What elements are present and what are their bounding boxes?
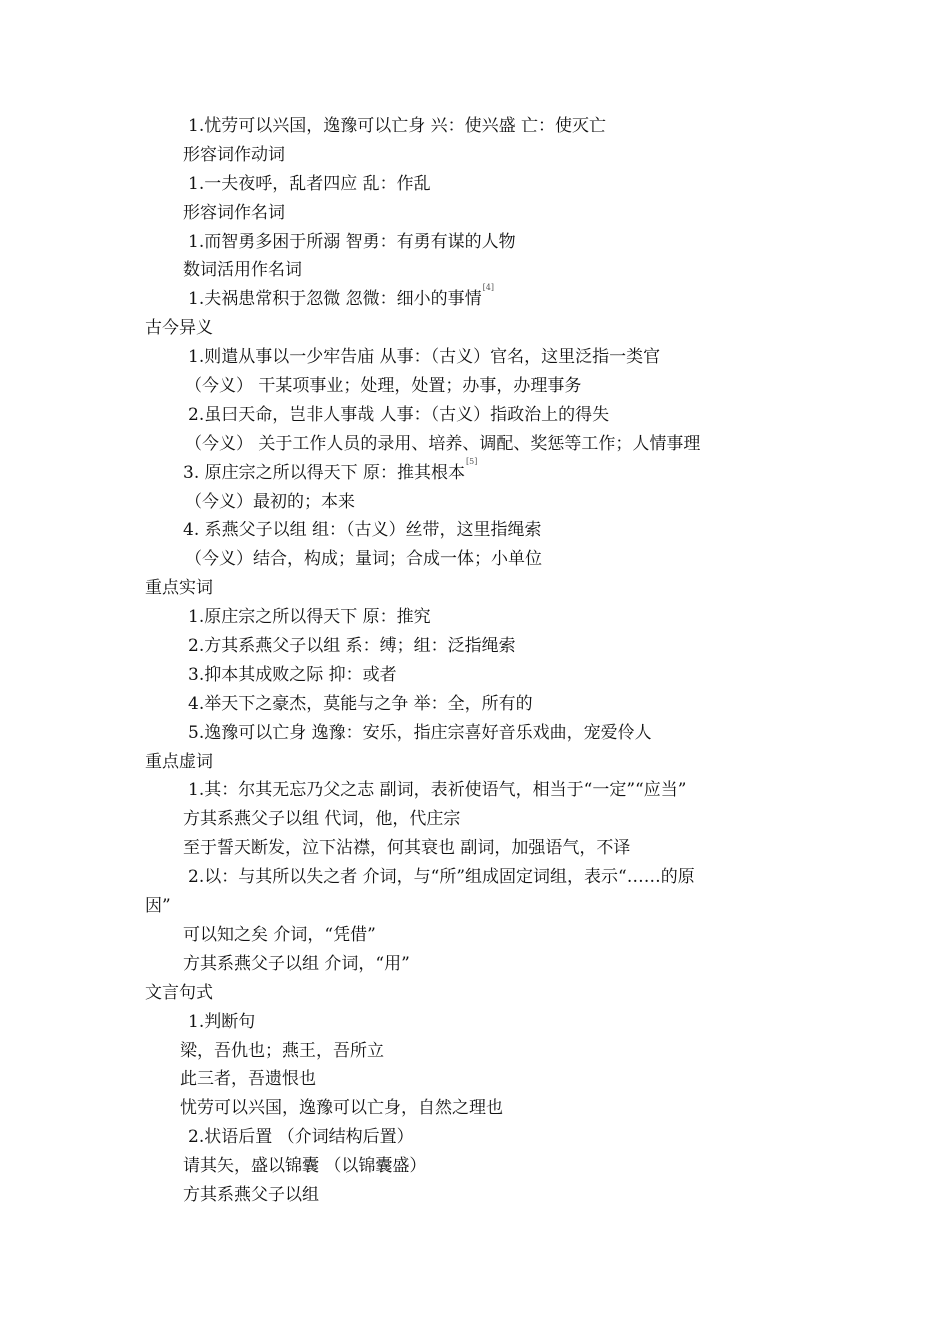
line-text: 2.方其系燕父子以组 系：缚；组：泛指绳索	[188, 636, 516, 657]
line-text: 重点实词	[145, 578, 213, 599]
line-text: 3. 原庄宗之所以得天下 原：推其根本	[183, 462, 466, 483]
line-text: 1.而智勇多困于所溺 智勇：有勇有谋的人物	[188, 231, 516, 252]
footnote-ref-4[interactable]: [4]	[482, 283, 494, 293]
text-line-25	[0, 805, 950, 834]
line-text: 重点虚词	[145, 751, 213, 772]
line-text: 4.举天下之豪杰，莫能与之争 举：全，所有的	[188, 693, 533, 714]
text-line-27	[0, 863, 950, 892]
line-text: 1.其：尔其无忘乃父之志 副词，表祈使语气，相当于“一定”“应当”	[188, 780, 687, 801]
text-line-7	[0, 285, 950, 314]
text-line-24	[0, 776, 950, 805]
text-line-5	[0, 228, 950, 257]
line-text: 2.虽曰天命，岂非人事哉 人事：（古义）指政治上的得失	[188, 404, 610, 425]
line-text: （今义） 干某项事业；处理，处置；办事，办理事务	[185, 376, 582, 397]
subheading-adj-as-verb	[0, 141, 950, 170]
line-text: 1.一夫夜呼，乱者四应 乱：作乱	[188, 173, 431, 194]
line-text: 忧劳可以兴国，逸豫可以亡身，自然之理也	[180, 1098, 503, 1119]
line-text: 形容词作名词	[183, 202, 285, 223]
text-line-18	[0, 603, 950, 632]
text-line-16	[0, 545, 950, 574]
line-text: 至于誓天断发，泣下沾襟，何其衰也 副词，加强语气，不译	[183, 838, 631, 859]
line-text: 梁，吾仇也；燕王，吾所立	[180, 1040, 384, 1061]
subheading-adj-as-noun	[0, 199, 950, 228]
section-heading-sentence-patterns	[0, 979, 950, 1008]
text-line-29	[0, 921, 950, 950]
text-line-26	[0, 834, 950, 863]
line-text: 1.夫祸患常积于忽微 忽微：细小的事情	[188, 289, 482, 310]
subheading-numeral-as-noun	[0, 256, 950, 285]
text-line-14	[0, 488, 950, 517]
line-text: （今义）结合，构成；量词；合成一体；小单位	[185, 549, 542, 570]
line-text: 1.原庄宗之所以得天下 原：推究	[188, 607, 431, 628]
text-line-12	[0, 430, 950, 459]
line-text: 方其系燕父子以组 介词，“用”	[183, 953, 410, 974]
document-page	[0, 112, 950, 1210]
text-line-33	[0, 1037, 950, 1066]
line-text: 古今异义	[145, 318, 213, 339]
line-text: 形容词作动词	[183, 144, 285, 165]
line-text: 1.则遣从事以一少牢告庙 从事：（古义）官名，这里泛指一类官	[188, 347, 661, 368]
line-text: 4. 系燕父子以组 组：（古义）丝带，这里指绳索	[183, 520, 542, 541]
text-line-37	[0, 1152, 950, 1181]
line-text: 1.忧劳可以兴国，逸豫可以亡身 兴：使兴盛 亡：使灭亡	[188, 116, 607, 136]
text-line-28	[0, 892, 950, 921]
text-line-11	[0, 401, 950, 430]
text-line-32	[0, 1008, 950, 1037]
line-text: （今义）最初的；本来	[185, 491, 355, 512]
line-text: 2.以：与其所以失之者 介词，与“所”组成固定词组，表示“……的原	[188, 867, 695, 888]
text-line-20	[0, 661, 950, 690]
text-line-10	[0, 372, 950, 401]
text-line-9	[0, 343, 950, 372]
text-line-19	[0, 632, 950, 661]
line-text: 2.状语后置 （介词结构后置）	[188, 1127, 414, 1148]
section-heading-key-notional-words	[0, 574, 950, 603]
line-text: 方其系燕父子以组	[183, 1184, 319, 1205]
section-heading-key-function-words	[0, 748, 950, 777]
text-line-22	[0, 719, 950, 748]
text-line-13	[0, 456, 950, 488]
line-text: 可以知之矣 介词，“凭借”	[183, 924, 376, 945]
section-heading-ancient-modern	[0, 314, 950, 343]
line-text: 数词活用作名词	[183, 260, 302, 281]
text-line-3	[0, 170, 950, 199]
line-text: 1.判断句	[188, 1011, 256, 1032]
text-line-36	[0, 1123, 950, 1152]
text-line-38	[0, 1181, 950, 1210]
text-line-34	[0, 1065, 950, 1094]
line-text: 请其矢，盛以锦囊 （以锦囊盛）	[183, 1156, 427, 1177]
text-line-21	[0, 690, 950, 719]
line-text: 方其系燕父子以组 代词，他，代庄宗	[183, 809, 461, 830]
text-line-15	[0, 516, 950, 545]
line-text: 5.逸豫可以亡身 逸豫：安乐，指庄宗喜好音乐戏曲，宠爱伶人	[188, 722, 652, 743]
line-text: 3.抑本其成败之际 抑：或者	[188, 664, 397, 685]
text-line-30	[0, 950, 950, 979]
text-line-1	[0, 112, 950, 141]
line-text: （今义） 关于工作人员的录用、培养、调配、奖惩等工作；人情事理	[185, 433, 701, 454]
text-line-35	[0, 1094, 950, 1123]
footnote-ref-5[interactable]: [5]	[466, 456, 478, 466]
line-text: 因”	[145, 896, 171, 917]
line-text: 文言句式	[145, 982, 213, 1003]
line-text: 此三者，吾遗恨也	[180, 1069, 316, 1090]
